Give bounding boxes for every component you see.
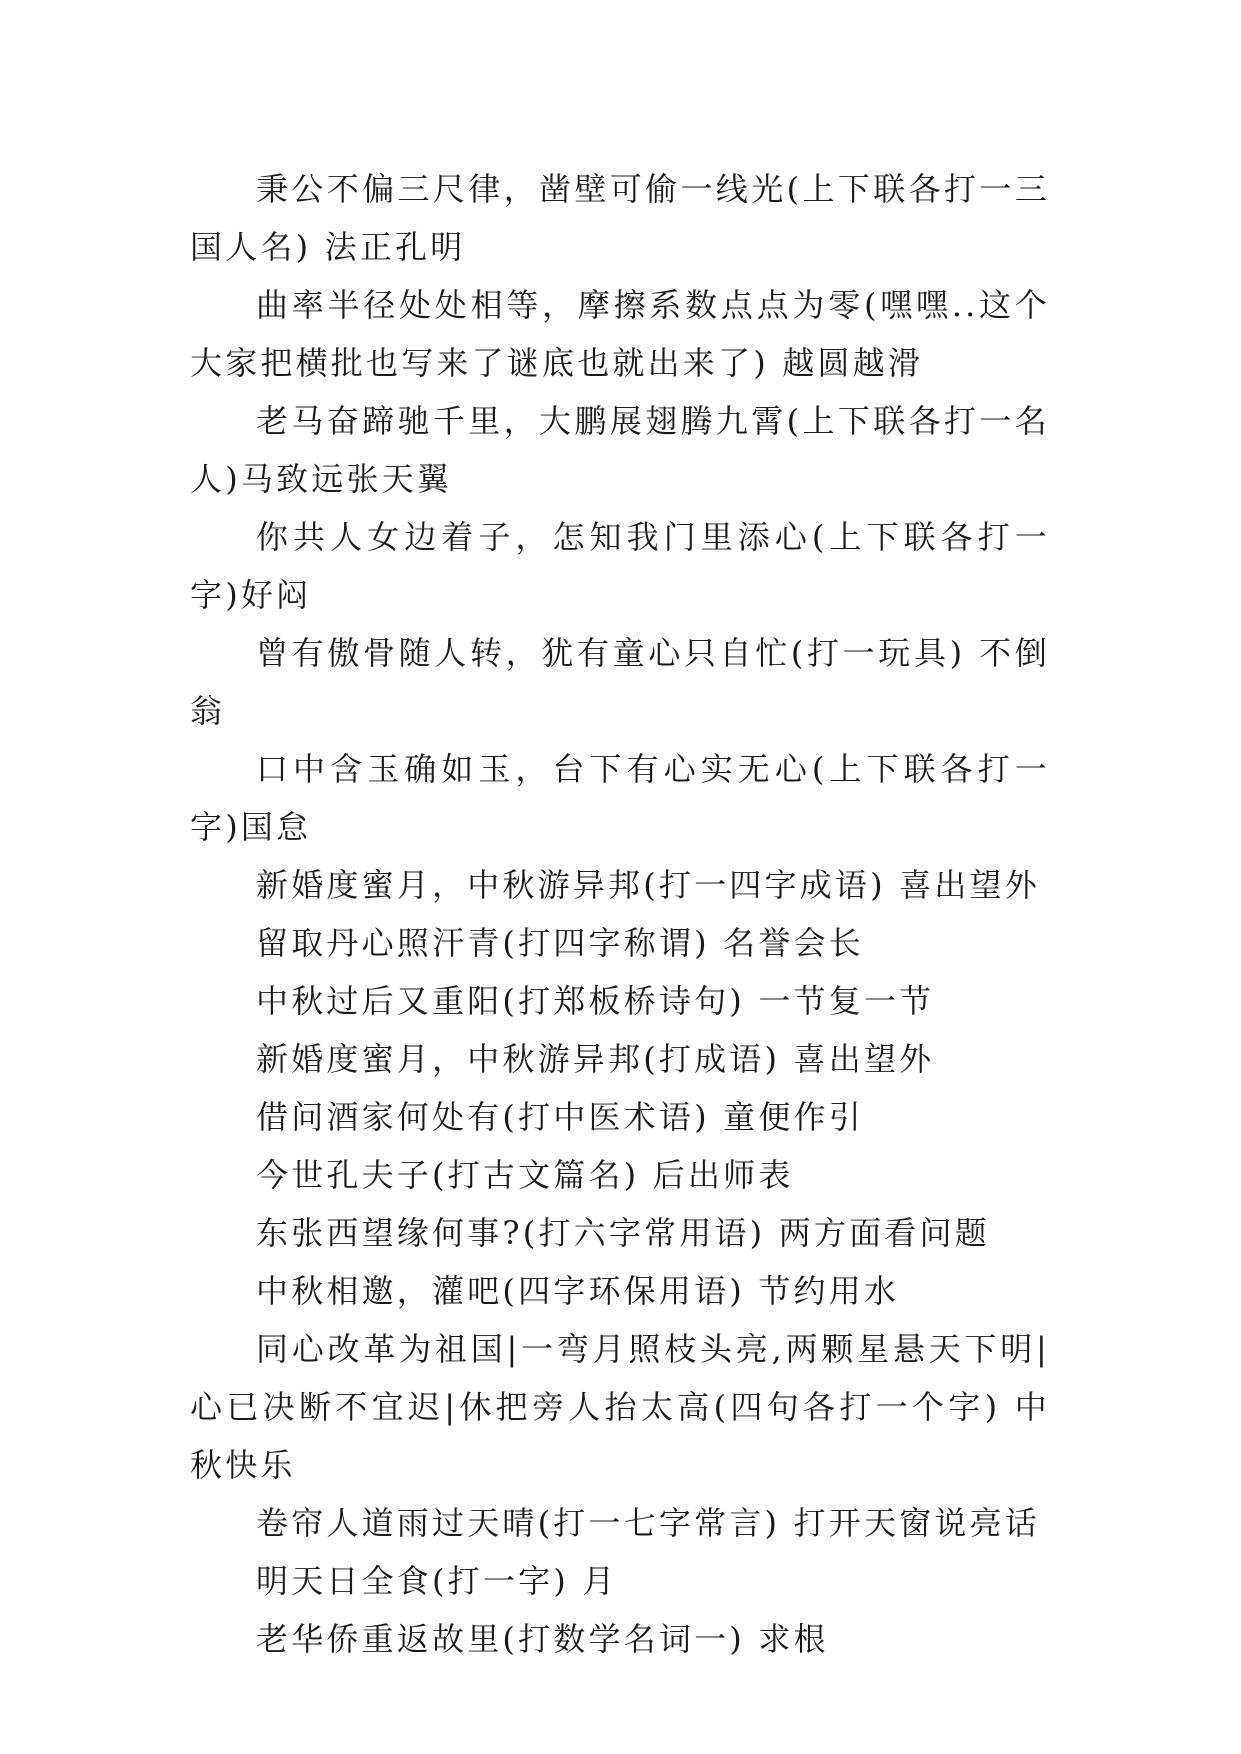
document-body [190,160,1050,1668]
riddle-paragraph: 明天日全食(打一字) 月 [256,1562,618,1600]
riddle-paragraph: 东张西望缘何事?(打六字常用语) 两方面看问题 [256,1214,990,1252]
riddle-paragraph: 新婚度蜜月，中秋游异邦(打一四字成语) 喜出望外 [256,866,1040,904]
riddle-paragraph: 你共人女边着子，怎知我门里添心(上下联各打一字)好闷 [190,518,1050,614]
riddle-paragraph: 留取丹心照汗青(打四字称谓) 名誉会长 [256,924,864,962]
riddle-paragraph: 同心改革为祖国|一弯月照枝头亮,两颗星悬天下明|心已决断不宜迟|休把旁人抬太高(四句各打一个字) 中秋快乐 [190,1330,1050,1484]
riddle-paragraph: 曾有傲骨随人转，犹有童心只自忙(打一玩具) 不倒翁 [190,634,1050,730]
riddle-paragraph: 口中含玉确如玉，台下有心实无心(上下联各打一字)国怠 [190,750,1050,846]
riddle-paragraph: 今世孔夫子(打古文篇名) 后出师表 [256,1156,794,1194]
riddle-paragraph: 老马奋蹄驰千里，大鹏展翅腾九霄(上下联各打一名人)马致远张天翼 [190,402,1050,498]
riddle-paragraph: 曲率半径处处相等，摩擦系数点点为零(嘿嘿..这个大家把横批也写来了谜底也就出来了) 越圆越滑 [190,286,1050,382]
riddle-paragraph: 秉公不偏三尺律，凿壁可偷一线光(上下联各打一三国人名) 法正孔明 [190,170,1050,266]
riddle-paragraph: 老华侨重返故里(打数学名词一) 求根 [256,1620,829,1658]
riddle-paragraph: 卷帘人道雨过天晴(打一七字常言) 打开天窗说亮话 [256,1504,1040,1542]
riddle-paragraph: 借问酒家何处有(打中医术语) 童便作引 [256,1098,864,1136]
riddle-paragraph: 新婚度蜜月，中秋游异邦(打成语) 喜出望外 [256,1040,935,1078]
riddle-paragraph: 中秋相邀，灌吧(四字环保用语) 节约用水 [256,1272,900,1310]
riddle-paragraph: 中秋过后又重阳(打郑板桥诗句) 一节复一节 [256,982,935,1020]
